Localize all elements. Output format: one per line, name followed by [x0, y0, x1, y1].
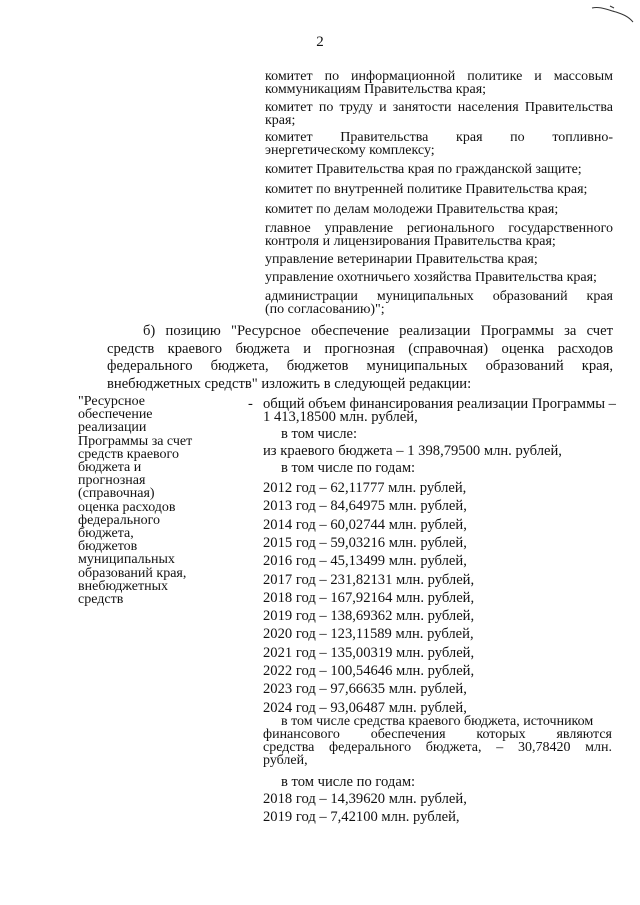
resource-label-line: Программы за счет	[78, 433, 193, 449]
year-row: 2018 год – 167,92164 млн. рублей,	[263, 589, 475, 606]
federal-funds-line: средства федерального бюджета, – 30,78420 млн.	[263, 740, 612, 755]
including-label: в том числе:	[281, 426, 358, 442]
resource-label-line: оценка расходов	[78, 499, 176, 515]
committee-item: администрации муниципальных образований края	[265, 289, 613, 304]
committee-item-cont: коммуникациям Правительства края;	[265, 82, 487, 97]
committee-item: комитет Правительства края по гражданской защите;	[265, 162, 582, 177]
year-row: 2022 год – 100,54646 млн. рублей,	[263, 663, 475, 679]
committee-item-cont: края;	[265, 113, 296, 128]
committee-item: комитет по внутренней политике Правительства края;	[265, 182, 588, 197]
ink-mark	[590, 2, 635, 24]
year-row-2: 2018 год – 14,39620 млн. рублей,	[263, 791, 467, 807]
total-funding: общий объем финансирования реализации Программы –	[263, 396, 616, 412]
year-row: 2017 год – 231,82131 млн. рублей,	[263, 571, 475, 588]
regional-budget: из краевого бюджета – 1 398,79500 млн. рублей,	[263, 443, 562, 459]
by-years-label-2: в том числе по годам:	[281, 774, 416, 790]
dash: -	[248, 396, 253, 412]
paragraph-b-line: средств краевого бюджета и прогнозная (справочная) оценка расходов	[107, 341, 613, 357]
committee-item: комитет по делам молодежи Правительства края;	[265, 202, 559, 217]
resource-label-line: "Ресурсное	[78, 394, 145, 409]
year-row: 2012 год – 62,11777 млн. рублей,	[263, 480, 467, 496]
resource-label-line: прогнозная	[78, 473, 146, 489]
resource-label-line: обеспечение	[78, 407, 153, 423]
resource-label-line: средств краевого	[78, 446, 179, 462]
resource-label-line: средств	[78, 592, 124, 607]
resource-label-line: бюджетов	[78, 539, 138, 555]
resource-label-line: реализации	[78, 420, 147, 436]
committee-item: главное управление регионального государственного	[265, 221, 613, 236]
year-row: 2020 год – 123,11589 млн. рублей,	[263, 626, 474, 643]
year-row: 2015 год – 59,03216 млн. рублей,	[263, 534, 467, 551]
paragraph-b-line: федерального бюджета, бюджетов муниципальных образований края,	[107, 358, 613, 374]
federal-funds-line: рублей,	[263, 753, 308, 768]
committee-item-cont: (по согласованию)";	[265, 302, 385, 317]
committee-item: управление охотничьего хозяйства Правительства края;	[265, 270, 597, 285]
resource-label-line: федерального	[78, 512, 161, 528]
paragraph-b-line: внебюджетных средств" изложить в следующей редакции:	[107, 376, 472, 392]
resource-label-line: бюджета и	[78, 460, 142, 475]
by-years-label: в том числе по годам:	[281, 460, 416, 476]
resource-label-line: внебюджетных	[78, 578, 169, 594]
federal-funds-line: в том числе средства краевого бюджета, источником	[281, 714, 594, 729]
year-row: 2024 год – 93,06487 млн. рублей,	[263, 699, 467, 716]
committee-item-cont: энергетическому комплексу;	[265, 143, 435, 158]
total-funding-cont: 1 413,18500 млн. рублей,	[263, 409, 418, 425]
year-row: 2023 год – 97,66635 млн. рублей,	[263, 681, 467, 698]
page-number: 2	[316, 34, 324, 50]
federal-funds-line: финансового обеспечения которых являются	[263, 727, 612, 742]
committee-item: комитет Правительства края по топливно-	[265, 130, 613, 145]
resource-label-line: бюджета,	[78, 526, 134, 541]
year-row: 2019 год – 138,69362 млн. рублей,	[263, 608, 475, 625]
resource-label-line: (справочная)	[78, 486, 155, 502]
committee-item-cont: контроля и лицензирования Правительства края;	[265, 234, 556, 249]
year-row: 2014 год – 60,02744 млн. рублей,	[263, 516, 467, 533]
year-row: 2021 год – 135,00319 млн. рублей,	[263, 644, 475, 661]
paragraph-b-line: б) позицию "Ресурсное обеспечение реализации Программы за счет	[143, 323, 613, 339]
committee-item: комитет по труду и занятости населения Правительства	[265, 100, 613, 115]
resource-label-line: образований края,	[78, 565, 187, 581]
committee-item: комитет по информационной политике и массовым	[265, 69, 613, 84]
resource-label-line: муниципальных	[78, 552, 175, 568]
year-row: 2016 год – 45,13499 млн. рублей,	[263, 553, 467, 570]
year-row: 2013 год – 84,64975 млн. рублей,	[263, 498, 467, 515]
committee-item: управление ветеринарии Правительства края;	[265, 252, 538, 267]
year-row-2: 2019 год – 7,42100 млн. рублей,	[263, 809, 460, 825]
